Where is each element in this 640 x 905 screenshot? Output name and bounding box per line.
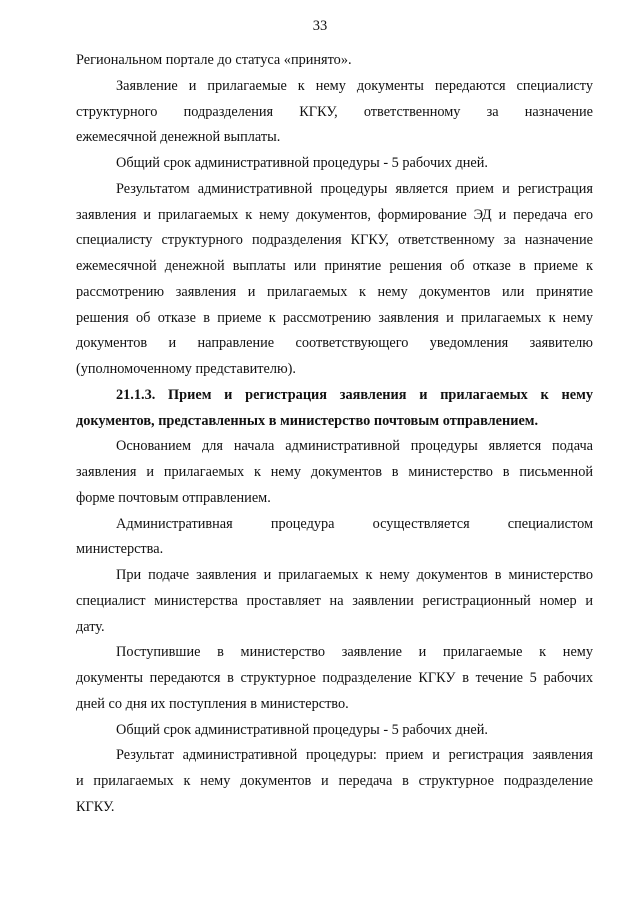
- text-line: документов и направление соответствующего уведомления заявителю: [76, 335, 593, 352]
- paragraph: [76, 151, 593, 177]
- text-line: ежемесячной денежной выплаты или принятие решения об отказе в приеме к: [76, 258, 593, 274]
- text-line: Результат административной процедуры: прием и регистрация заявления: [116, 747, 593, 764]
- paragraph: [76, 512, 593, 564]
- paragraph: [76, 563, 593, 640]
- text-line: министерства.: [76, 541, 164, 558]
- text-line: форме почтовым отправлением.: [76, 489, 271, 506]
- document-body: [76, 48, 593, 821]
- paragraph: [76, 718, 593, 744]
- text-line: и прилагаемых к нему документов и передача в структурное подразделение: [76, 773, 593, 789]
- text-line: специалист министерства проставляет на заявлении регистрационный номер и: [76, 592, 593, 609]
- text-line: решения об отказе в приеме к рассмотрению заявления и прилагаемых к нему: [76, 309, 593, 326]
- text-line: (уполномоченному представителю).: [76, 361, 296, 377]
- text-line: Региональном портале до статуса «принято».: [76, 52, 352, 68]
- text-line: рассмотрению заявления и прилагаемых к нему документов или принятие: [76, 283, 593, 300]
- text-line: ежемесячной денежной выплаты.: [76, 129, 281, 146]
- paragraph: [76, 640, 593, 717]
- text-line: специалисту структурного подразделения КГКУ, ответственному за назначение: [76, 232, 593, 249]
- text-line: Основанием для начала административной процедуры является подача: [116, 438, 593, 455]
- text-line: заявления и прилагаемых к нему документов в министерство в письменной: [76, 464, 593, 480]
- text-line: заявления и прилагаемых к нему документов, формирование ЭД и передача его: [76, 206, 593, 223]
- text-line: Административная процедура осуществляется специалистом: [116, 515, 593, 532]
- text-line: КГКУ.: [76, 798, 115, 815]
- page-number: 33: [312, 18, 328, 34]
- text-line: документы передаются в структурное подразделение КГКУ в течение 5 рабочих: [76, 670, 593, 686]
- paragraph: [76, 177, 593, 383]
- paragraph: [76, 74, 593, 151]
- text-line: документов, представленных в министерство почтовым отправлением.: [76, 412, 539, 429]
- text-line: Общий срок административной процедуры - 5 рабочих дней.: [116, 721, 489, 738]
- text-line: Заявление и прилагаемые к нему документы передаются специалисту: [116, 77, 593, 94]
- text-line: Общий срок административной процедуры - 5 рабочих дней.: [116, 155, 489, 171]
- text-line: структурного подразделения КГКУ, ответственному за назначение: [76, 103, 593, 120]
- paragraph: [76, 743, 593, 820]
- paragraph: [76, 434, 593, 511]
- text-line: Результатом административной процедуры является прием и регистрация: [116, 180, 593, 197]
- paragraph: [76, 48, 593, 74]
- text-line: дней со дня их поступления в министерство.: [76, 695, 349, 712]
- text-line: 21.1.3. Прием и регистрация заявления и прилагаемых к нему: [116, 386, 593, 403]
- text-line: Поступившие в министерство заявление и прилагаемые к нему: [116, 644, 593, 661]
- section-heading: [76, 383, 593, 435]
- text-line: При подаче заявления и прилагаемых к нему документов в министерство: [116, 567, 593, 583]
- text-line: дату.: [76, 618, 105, 635]
